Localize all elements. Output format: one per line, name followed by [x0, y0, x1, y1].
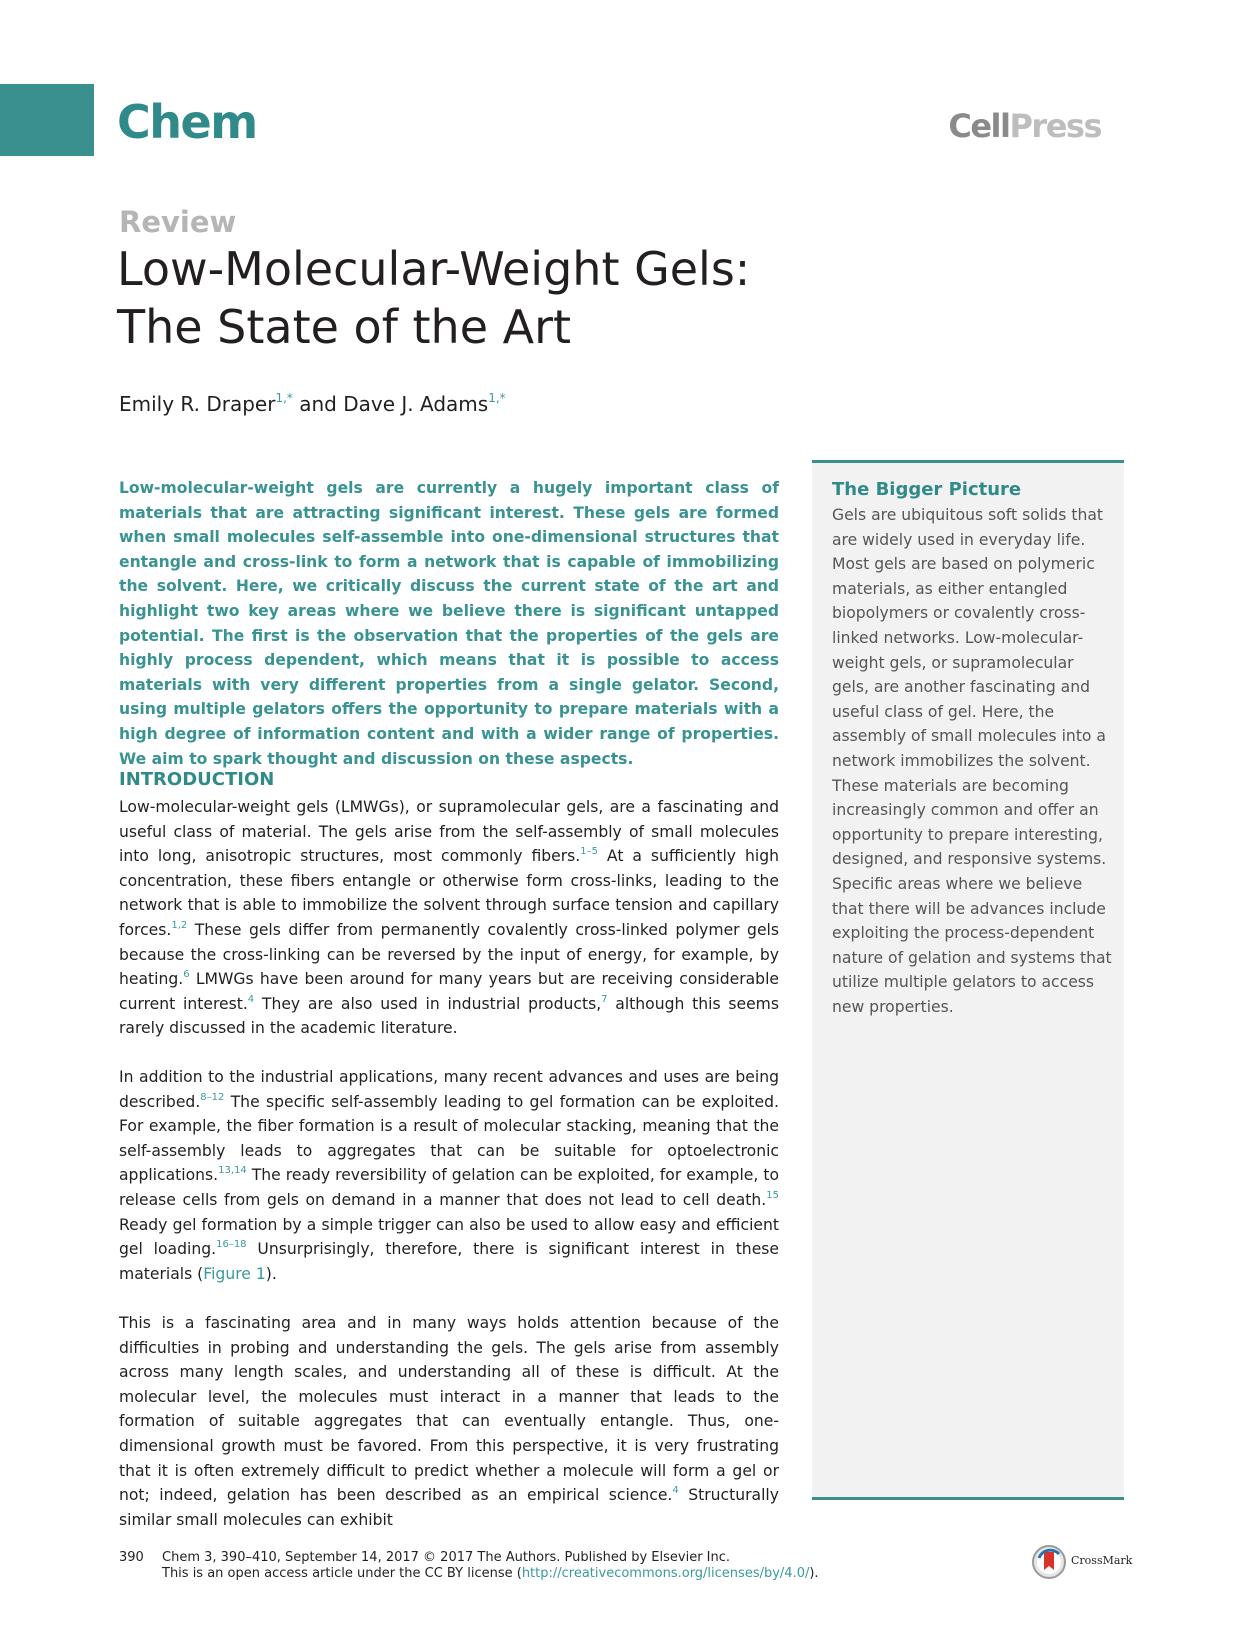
journal-citation: Chem 3, 390–410, September 14, 2017 © 2017 The Authors. Published by Elsevier Inc. [162, 1550, 731, 1565]
paragraph-text: The specific self-assembly leading to gel formation can be exploited. For example, the fiber formation is a result of molecular stacking, meaning that the self-assembly leads to aggregates that can be suitable for optoelectronic applications. [119, 1092, 779, 1185]
citation-ref[interactable]: 4 [247, 993, 255, 1005]
abstract: Low-molecular-weight gels are currently a hugely important class of materials that are attracting significant interest. These gels are formed when small molecules self-assemble into one-dimensional structures that entangle and cross-link to form a network that is capable of immobilizing the solvent. Here, we critically discuss the current state of the art and highlight two key areas where we believe there is significant untapped potential. The first is the observation that the properties of the gels are highly process dependent, which means that it is possible to access materials with very different properties from a single gelator. Second, using multiple gelators offers the opportunity to prepare materials with a high degree of information content and with a wider range of properties. We aim to spark thought and discussion on these aspects. [119, 479, 779, 768]
license-text: ). [809, 1566, 819, 1581]
paragraph-text: Ready gel formation by a simple trigger can also be used to allow easy and efficient gel loading. [119, 1215, 779, 1259]
paragraph-text: They are also used in industrial products, [254, 994, 602, 1013]
license-text: This is an open access article under the CC BY license ( [162, 1566, 522, 1581]
sidebar-body: Gels are ubiquitous soft solids that are widely used in everyday life. Most gels are based on polymeric materials, as either entangled biopolymers or covalently cross-linked networks. Low-molecular-weight gels, or supramolecular gels, are another fascinating and useful class of gel. Here, the assembly of small molecules into a network immobilizes the solvent. These materials are becoming increasingly common and offer an opportunity to prepare interesting, designed, and responsive systems. Specific areas where we believe that there will be advances include exploiting the process-dependent nature of gelation and systems that utilize multiple gelators to access new properties. [832, 506, 1112, 1016]
crossmark-icon [1031, 1544, 1067, 1580]
paragraph [119, 795, 779, 1041]
page-number: 390 [119, 1550, 144, 1565]
section-heading: INTRODUCTION [119, 769, 275, 790]
citation-ref[interactable]: 1–5 [580, 846, 598, 858]
affiliation-marker[interactable]: 1,* [275, 391, 293, 405]
paragraph-text: LMWGs have been around for many years but are receiving considerable current interest. [119, 970, 779, 1013]
citation-ref[interactable]: 13,14 [218, 1165, 247, 1177]
paragraph-text: although this seems rarely discussed in the academic literature. [119, 994, 779, 1038]
author-list [119, 384, 506, 418]
paragraph [119, 1311, 779, 1532]
bigger-picture-sidebar [812, 460, 1124, 1500]
article-title [117, 240, 877, 356]
title-line-2: The State of the Art [117, 300, 572, 354]
paragraph [119, 1065, 779, 1286]
crossmark-badge[interactable] [1031, 1544, 1133, 1584]
paragraph-text: ). [265, 1264, 277, 1283]
crossmark-label: CrossMark [1071, 1554, 1133, 1567]
paragraph-text: Unsurprisingly, therefore, there is significant interest in these materials ( [119, 1240, 780, 1283]
paragraph-text: At a sufficiently high concentration, these fibers entangle or otherwise form cross-links, leading to the network that is able to immobilize the solvent through surface tension and capillary forces. [119, 847, 779, 939]
citation-ref[interactable]: 8–12 [200, 1091, 225, 1103]
affiliation-marker[interactable]: 1,* [488, 391, 506, 405]
publisher-logo-part2: Press [1009, 107, 1101, 145]
citation-ref[interactable]: 7 [601, 993, 608, 1005]
paragraph-text: In addition to the industrial applications, many recent advances and uses are being described. [119, 1068, 779, 1111]
journal-color-block [0, 84, 94, 156]
author-separator: and [292, 392, 344, 416]
paragraph-text: These gels differ from permanently covalently cross-linked polymer gels because the cross-linking can be reversed by the input of energy, for example, by heating. [119, 920, 779, 989]
sidebar-heading: The Bigger Picture [832, 479, 1022, 500]
citation-ref[interactable]: 16–18 [216, 1239, 247, 1251]
paragraph-text: Structurally similar small molecules can exhibit [119, 1486, 779, 1529]
article-type: Review [119, 205, 237, 239]
license-notice [162, 1566, 819, 1582]
author-name[interactable]: Dave J. Adams [343, 392, 489, 416]
citation-ref[interactable]: 15 [766, 1189, 779, 1201]
publisher-logo [948, 106, 1101, 146]
author-name[interactable]: Emily R. Draper [119, 392, 276, 416]
paragraph-text: This is a fascinating area and in many ways holds attention because of the difficulties in probing and understanding the gels. The gels arise from assembly across many length scales, and understanding all of these is difficult. At the molecular level, the molecules must interact in a manner that leads to the formation of suitable aggregates that can eventually entangle. Thus, one-dimensional growth must be favored. From this perspective, it is very frustrating that it is often extremely difficult to predict whether a molecule will form a gel or not; indeed, gelation has been described as an empirical science. [119, 1314, 779, 1505]
citation-ref[interactable]: 1,2 [171, 919, 188, 931]
citation-ref[interactable]: 4 [672, 1485, 679, 1497]
title-line-1: Low-Molecular-Weight Gels: [117, 242, 751, 296]
license-link[interactable]: http://creativecommons.org/licenses/by/4.0/ [521, 1566, 810, 1581]
figure-link[interactable]: Figure 1 [203, 1264, 266, 1283]
paragraph-text: The ready reversibility of gelation can be exploited, for example, to release cells from gels on demand in a manner that does not lead to cell death. [119, 1166, 779, 1209]
journal-logo: Chem [117, 95, 257, 149]
publisher-logo-part1: Cell [948, 107, 1010, 145]
paragraph-text: Low-molecular-weight gels (LMWGs), or supramolecular gels, are a fascinating and useful class of material. The gels arise from the self-assembly of small molecules into long, anisotropic structures, most commonly fibers. [119, 798, 779, 866]
citation-ref[interactable]: 6 [183, 969, 190, 981]
